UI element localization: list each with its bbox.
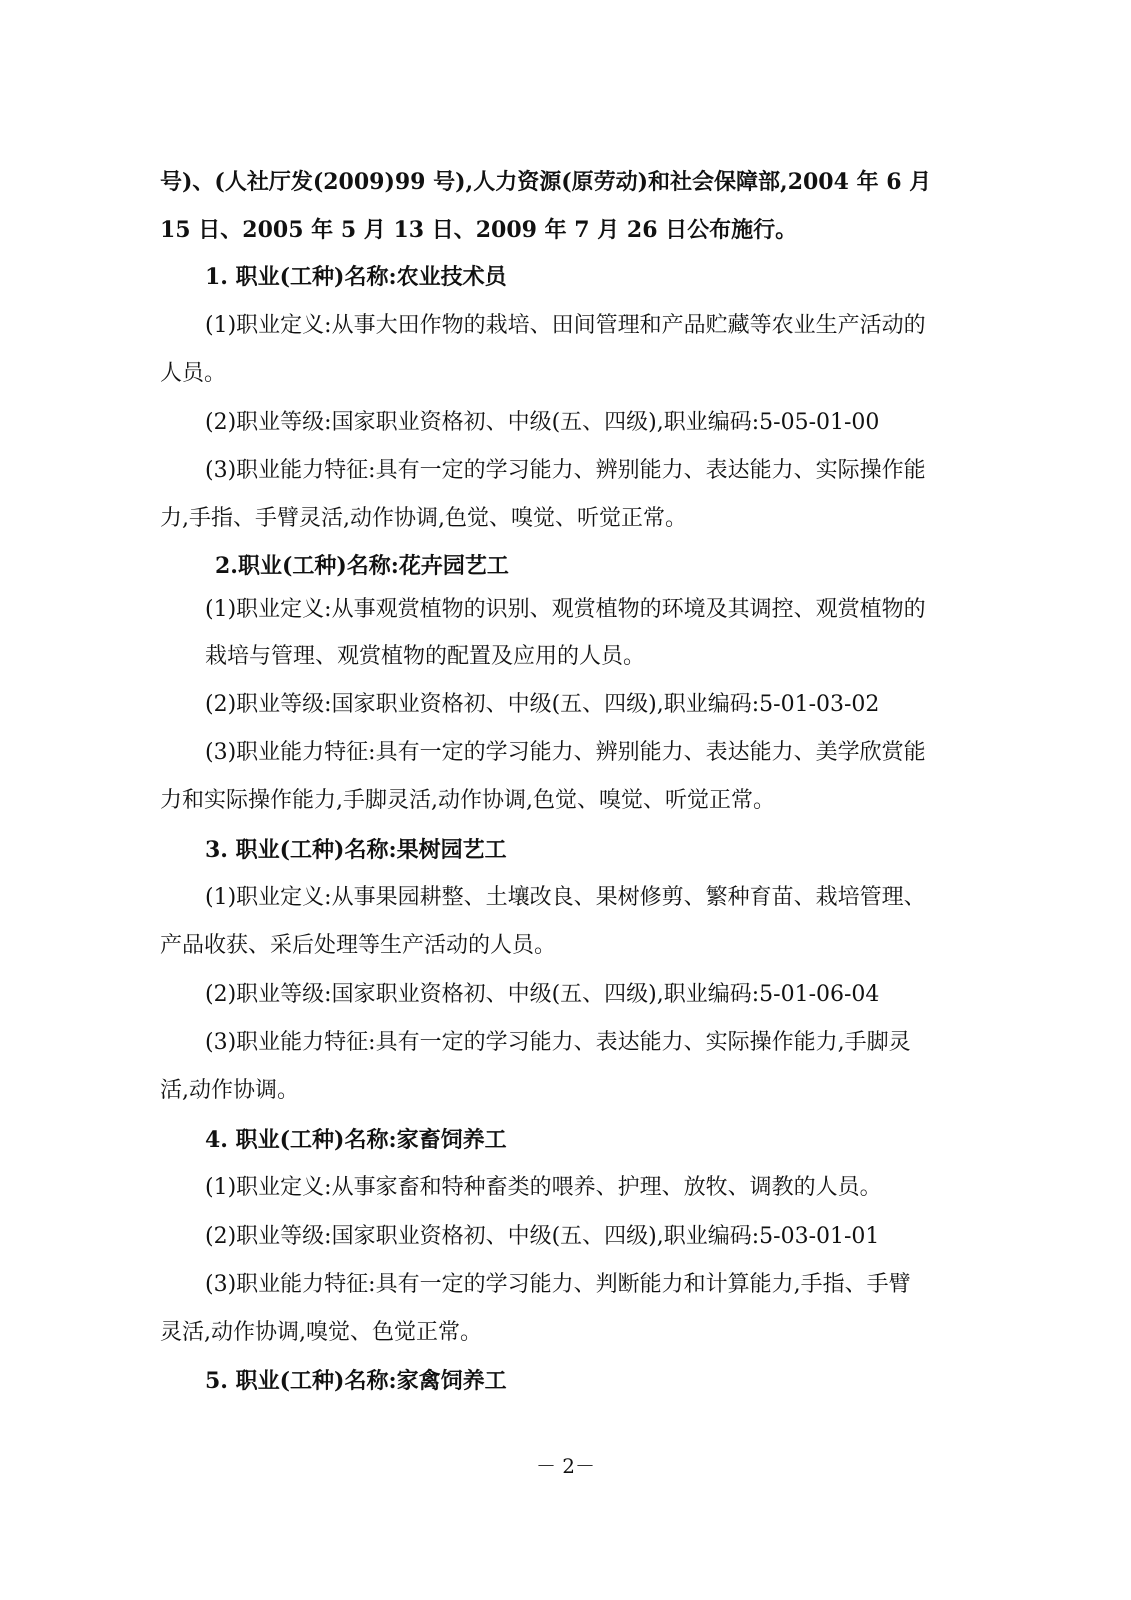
occupation-5-heading: 5. 职业(工种)名称:家禽饲养工: [205, 1368, 507, 1394]
occupation-4-definition: (1)职业定义:从事家畜和特种畜类的喂养、护理、放牧、调教的人员。: [205, 1175, 882, 1200]
occupation-4-heading: 4. 职业(工种)名称:家畜饲养工: [205, 1127, 507, 1153]
page-number: － 2－: [535, 1454, 596, 1478]
occupation-4-ability-line-1: (3)职业能力特征:具有一定的学习能力、判断能力和计算能力,手指、手臂: [205, 1272, 911, 1297]
occupation-4-grade: (2)职业等级:国家职业资格初、中级(五、四级),职业编码:5-03-01-01: [205, 1224, 880, 1249]
intro-line-2: 15 日、2005 年 5 月 13 日、2009 年 7 月 26 日公布施行。: [160, 217, 798, 243]
occupation-3-heading: 3. 职业(工种)名称:果树园艺工: [205, 837, 507, 863]
occupation-1-grade: (2)职业等级:国家职业资格初、中级(五、四级),职业编码:5-05-01-00: [205, 410, 880, 435]
occupation-2-definition-line-1: (1)职业定义:从事观赏植物的识别、观赏植物的环境及其调控、观赏植物的: [205, 597, 926, 622]
occupation-2-ability-line-2: 力和实际操作能力,手脚灵活,动作协调,色觉、嗅觉、听觉正常。: [160, 788, 775, 813]
occupation-2-definition-line-2: 栽培与管理、观赏植物的配置及应用的人员。: [205, 644, 646, 669]
occupation-2-heading: 2.职业(工种)名称:花卉园艺工: [215, 553, 509, 579]
occupation-1-definition-line-1: (1)职业定义:从事大田作物的栽培、田间管理和产品贮藏等农业生产活动的: [205, 313, 926, 338]
occupation-3-ability-line-1: (3)职业能力特征:具有一定的学习能力、表达能力、实际操作能力,手脚灵: [205, 1030, 911, 1055]
occupation-1-ability-line-2: 力,手指、手臂灵活,动作协调,色觉、嗅觉、听觉正常。: [160, 506, 687, 531]
occupation-2-grade: (2)职业等级:国家职业资格初、中级(五、四级),职业编码:5-01-03-02: [205, 692, 880, 717]
occupation-1-definition-line-2: 人员。: [160, 361, 227, 386]
occupation-3-ability-line-2: 活,动作协调。: [160, 1078, 299, 1103]
occupation-3-definition-line-1: (1)职业定义:从事果园耕整、土壤改良、果树修剪、繁种育苗、栽培管理、: [205, 885, 926, 910]
occupation-1-heading: 1. 职业(工种)名称:农业技术员: [205, 264, 507, 290]
occupation-3-definition-line-2: 产品收获、采后处理等生产活动的人员。: [160, 933, 557, 958]
intro-line-1: 号)、(人社厅发(2009)99 号),人力资源(原劳动)和社会保障部,2004 年 6 月: [160, 169, 932, 195]
occupation-1-ability-line-1: (3)职业能力特征:具有一定的学习能力、辨别能力、表达能力、实际操作能: [205, 458, 926, 483]
occupation-3-grade: (2)职业等级:国家职业资格初、中级(五、四级),职业编码:5-01-06-04: [205, 982, 880, 1007]
occupation-2-ability-line-1: (3)职业能力特征:具有一定的学习能力、辨别能力、表达能力、美学欣赏能: [205, 740, 926, 765]
occupation-4-ability-line-2: 灵活,动作协调,嗅觉、色觉正常。: [160, 1320, 482, 1345]
